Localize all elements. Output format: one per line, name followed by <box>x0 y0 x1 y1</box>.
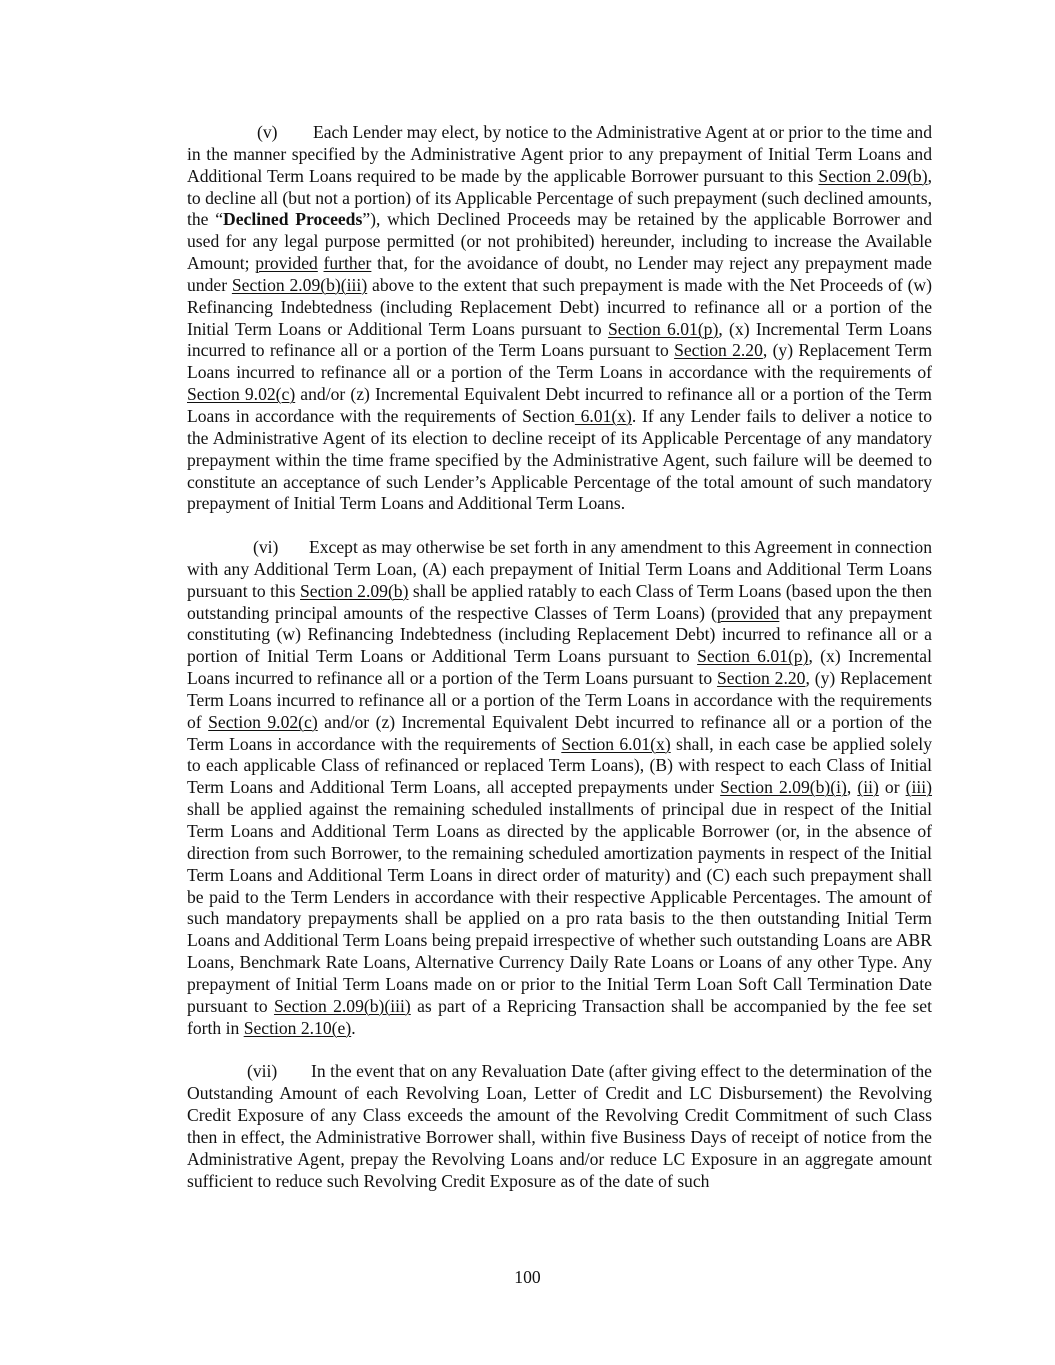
paragraph-vii <box>187 1061 932 1192</box>
section-reference: 6.01(x) <box>574 405 632 426</box>
section-reference: Section 2.20 <box>717 668 806 689</box>
section-reference: provided <box>716 602 780 623</box>
section-reference: Section 2.10(e) <box>243 1017 352 1038</box>
body-text: and/or (z) Incremental Equivalent Debt incurred to refinance all or a portion of the Term Loans in accordance with the requirements of Section <box>187 384 932 426</box>
page-number: 100 <box>514 1267 541 1287</box>
body-text: shall be applied against the remaining scheduled installments of principal due in respect of the Initial Term Loans and Additional Term Loans as directed by the applicable Borrower (or, in the absence of direction from such Borrower, to the remaining scheduled amortization payments in respect of the Initial Term Loans and Additional Term Loans in direct order of maturity) and (C) each such prepayment shall be paid to the Term Lenders in accordance with their respective Applicable Percentages. The amount of such mandatory prepayments shall be applied on a pro rata basis to the then outstanding Initial Term Loans and Additional Term Loans being prepaid irrespective of whether such outstanding Loans are ABR Loans, Benchmark Rate Loans, Alternative Currency Daily Rate Loans or Loans of any other Type. Any prepayment of Initial Term Loans made on or prior to the Initial Term Loan Soft Call Termination Date pursuant to <box>187 799 932 1016</box>
body-text: that any prepayment constituting (w) Refinancing Indebtedness (including Replacement Debt) incurred to refinance all or a portion of Initial Term Loans or Additional Term Loans pursuant to <box>187 602 933 667</box>
body-text: or <box>878 777 906 798</box>
section-reference: Section 2.09(b)(iii) <box>231 274 368 295</box>
section-reference: (ii) <box>857 777 879 798</box>
body-text: , (y) Replacement Term Loans incurred to refinance all or a portion of the Term Loans in accordance with the requirements of <box>187 340 933 383</box>
body-text: above to the extent that such prepayment is made with the Net Proceeds of (w) Refinancing Indebtedness (including Replacement Debt) incurred to refinance all or a portion of the Initial Term Loans or Additional Term Loans pursuant to <box>187 274 933 339</box>
body-text: Each Lender may elect, by notice to the Administrative Agent at or prior to the time and in the manner specified by the Administrative Agent prior to any prepayment of Initial Term Loans and Additional Term Loans required to be made by the applicable Borrower pursuant to this <box>187 122 933 186</box>
paragraph-number: (v) <box>257 122 278 142</box>
body-text: shall be applied ratably to each Class of Term Loans (based upon the then outstanding principal amounts of the respective Classes of Term Loans) ( <box>187 580 932 623</box>
body-text: and/or (z) Incremental Equivalent Debt incurred to refinance all or a portion of the Term Loans in accordance with the requirements of <box>187 711 932 754</box>
section-reference: Section 2.09(b)(i) <box>720 777 847 798</box>
body-text: Except as may otherwise be set forth in any amendment to this Agreement in connection with any Additional Term Loan, (A) each prepayment of Initial Term Loans and Additional Term Loans pursuant to this <box>187 537 932 601</box>
section-reference: Section 9.02(c) <box>208 711 318 732</box>
section-reference: Section 2.09(b) <box>818 165 928 186</box>
section-reference: Section 9.02(c) <box>187 384 296 405</box>
section-reference: Section 2.20 <box>674 340 763 361</box>
section-reference: further <box>323 253 372 274</box>
paragraph-number: (vii) <box>247 1061 278 1082</box>
section-reference: Section 2.09(b)(iii) <box>273 995 411 1016</box>
body-text: as part of a Repricing Transaction shall be accompanied by the fee set forth in <box>187 995 932 1038</box>
body-text: In the event that on any Revaluation Date (after giving effect to the determination of the Outstanding Amount of each Revolving Loan, Letter of Credit and LC Disbursement) the Revolving Credit Exposure of any Class exceeds the amount of the Revolving Credit Commitment of such Class then in effect, the Administrative Borrower shall, within five Business Days of receipt of notice from the Administrative Agent, prepay the Revolving Loans and/or reduce LC Exposure in an aggregate amount sufficient to reduce such Revolving Credit Exposure as of the date of such <box>187 1061 932 1191</box>
section-reference: Section 6.01(p) <box>697 646 809 667</box>
body-text: . <box>351 1017 356 1038</box>
paragraph-vi <box>187 537 932 1039</box>
body-text: ”), which Declined Proceeds may be retained by the applicable Borrower and used for any legal purpose permitted (or not prohibited) hereunder, including to increase the Available Amount; <box>187 209 933 274</box>
body-text: that, for the avoidance of doubt, no Lender may reject any prepayment made under <box>187 253 932 295</box>
body-text: , (y) Replacement Term Loans incurred to refinance all or a portion of the Term Loans in accordance with the requirements of <box>187 668 932 732</box>
paragraph-number: (vi) <box>253 537 279 558</box>
body-text: shall, in each case be applied solely to each applicable Class of refinanced or replaced Term Loans), (B) with respect to each Class of Initial Term Loans and Additional Term Loans, all accepted prepayments under <box>187 733 932 798</box>
section-reference: Section 6.01(p) <box>607 318 719 339</box>
body-text: , (x) Incremental Loans incurred to refinance all or a portion of the Term Loans pursuant to <box>187 646 932 689</box>
body-text: , to decline all (but not a portion) of its Applicable Percentage of such prepayment (such declined amounts, the “ <box>187 165 932 230</box>
paragraph-v <box>187 122 932 515</box>
section-reference: (iii) <box>905 777 933 798</box>
section-reference: provided <box>255 253 318 274</box>
section-reference: Section 6.01(x) <box>561 733 671 754</box>
body-text: , (x) Incremental Term Loans incurred to refinance all or a portion of the Term Loans pursuant to <box>187 318 932 361</box>
body-text: , <box>846 777 858 798</box>
body-text: . If any Lender fails to deliver a notice to the Administrative Agent of its election to decline receipt of its Applicable Percentage of any mandatory prepayment within the time frame specified by the Administrative Agent, such failure will be deemed to constitute an acceptance of such Lender’s Applicable Percentage of the total amount of such mandatory prepayment of Initial Term Loans and Additional Term Loans. <box>187 405 932 514</box>
section-reference: Section 2.09(b) <box>299 580 409 601</box>
defined-term: Declined Proceeds <box>223 209 363 230</box>
document-body <box>187 122 932 1214</box>
